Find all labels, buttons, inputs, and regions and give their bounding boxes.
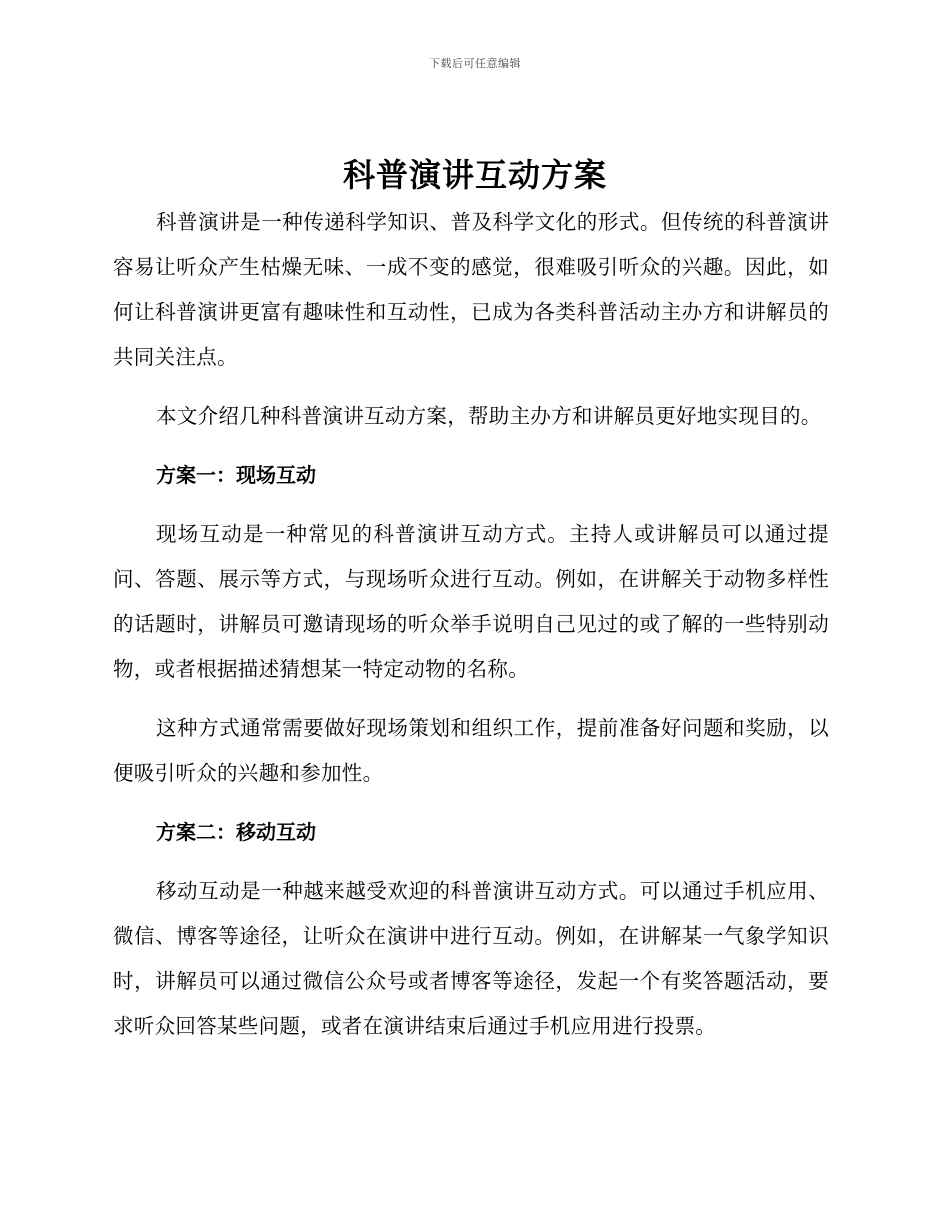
document-body [113, 200, 829, 1063]
section-paragraph: 移动互动是一种越来越受欢迎的科普演讲互动方式。可以通过手机应用、微信、博客等途径，让听众在演讲中进行互动。例如，在讲解某一气象学知识时，讲解员可以通过微信公众号或者博客等途径，发起一个有奖答题活动，要求听众回答某些问题，或者在演讲结束后通过手机应用进行投票。 [113, 879, 829, 1038]
section-heading: 方案二：移动互动 [156, 820, 316, 844]
section-heading: 方案一：现场互动 [156, 463, 316, 487]
header-note: 下载后可任意编辑 [429, 57, 521, 70]
section-paragraph: 现场互动是一种常见的科普演讲互动方式。主持人或讲解员可以通过提问、答题、展示等方式，与现场听众进行互动。例如，在讲解关于动物多样性的话题时，讲解员可邀请现场的听众举手说明自己见过的或了解的一些特别动物，或者根据描述猜想某一特定动物的名称。 [113, 522, 829, 681]
document-title: 科普演讲互动方案 [342, 156, 607, 194]
intro-paragraph: 科普演讲是一种传递科学知识、普及科学文化的形式。但传统的科普演讲容易让听众产生枯燥无味、一成不变的感觉，很难吸引听众的兴趣。因此，如何让科普演讲更富有趣味性和互动性，已成为各类科普活动主办方和讲解员的共同关注点。 [113, 210, 829, 369]
intro-paragraph: 本文介绍几种科普演讲互动方案，帮助主办方和讲解员更好地实现目的。 [156, 404, 822, 428]
section-paragraph: 这种方式通常需要做好现场策划和组织工作，提前准备好问题和奖励，以便吸引听众的兴趣和参加性。 [113, 716, 829, 785]
